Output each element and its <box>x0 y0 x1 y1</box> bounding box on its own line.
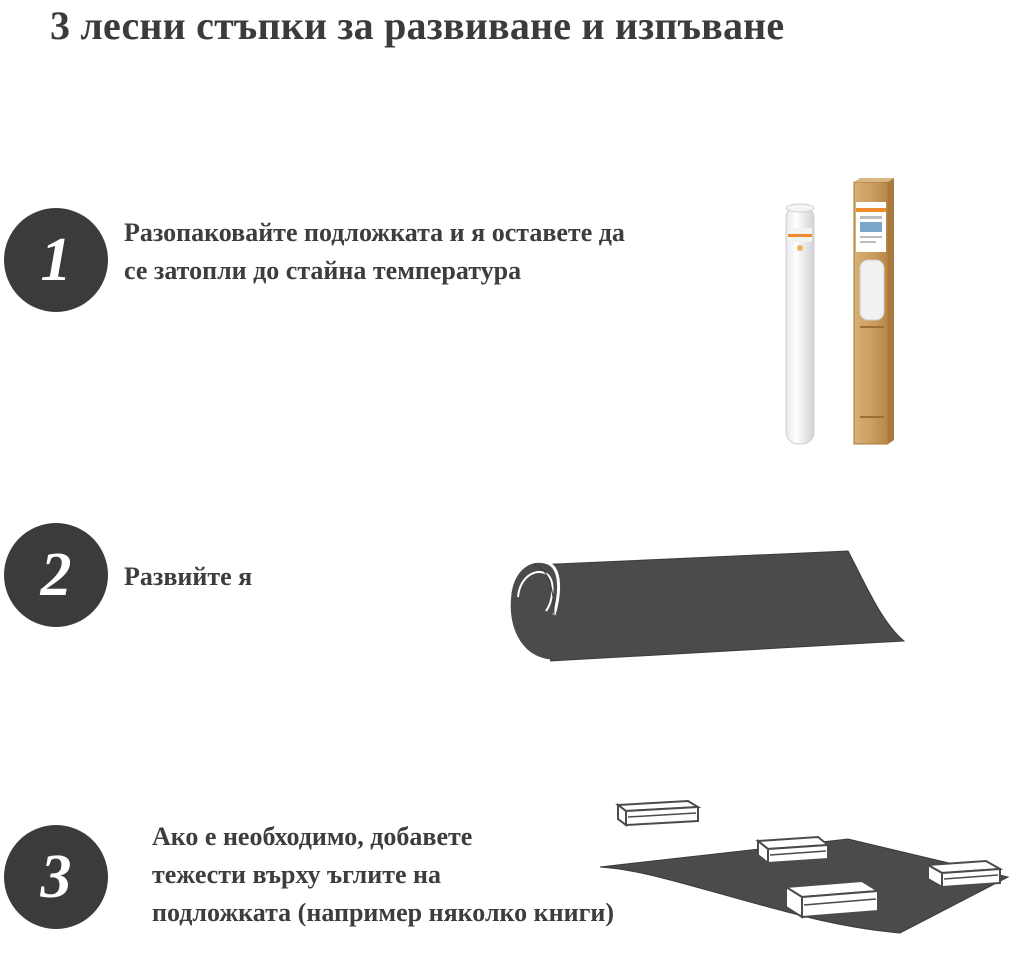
instruction-line: се затопли до стайна температура <box>124 256 522 285</box>
step-number-badge: 3 <box>4 825 108 929</box>
instruction-line: Разопаковайте подложката и я оставете да <box>124 218 625 247</box>
instruction-line: тежести върху ъглите на <box>152 860 441 889</box>
rolled-mat-tube-icon <box>776 176 896 452</box>
unrolling-mat-icon <box>498 545 910 667</box>
book-weight-icon <box>928 861 1000 887</box>
instruction-line: подложката (например няколко книги) <box>152 898 615 927</box>
book-weight-icon <box>618 801 698 825</box>
step-1-instruction <box>124 214 625 290</box>
book-weight-icon <box>758 837 828 863</box>
step-3-instruction <box>152 818 614 932</box>
book-weight-icon <box>786 881 878 917</box>
page-title: 3 лесни стъпки за развиване и изпъване <box>50 3 785 48</box>
instruction-line: Развийте я <box>124 562 253 591</box>
step-number-badge: 2 <box>4 523 108 627</box>
step-2-instruction <box>124 558 252 596</box>
instruction-line: Ако е необходимо, добавете <box>152 822 473 851</box>
cardboard-box-package-icon <box>854 178 894 444</box>
step-number-badge: 1 <box>4 208 108 312</box>
mat-with-book-weights-icon <box>600 795 1020 945</box>
